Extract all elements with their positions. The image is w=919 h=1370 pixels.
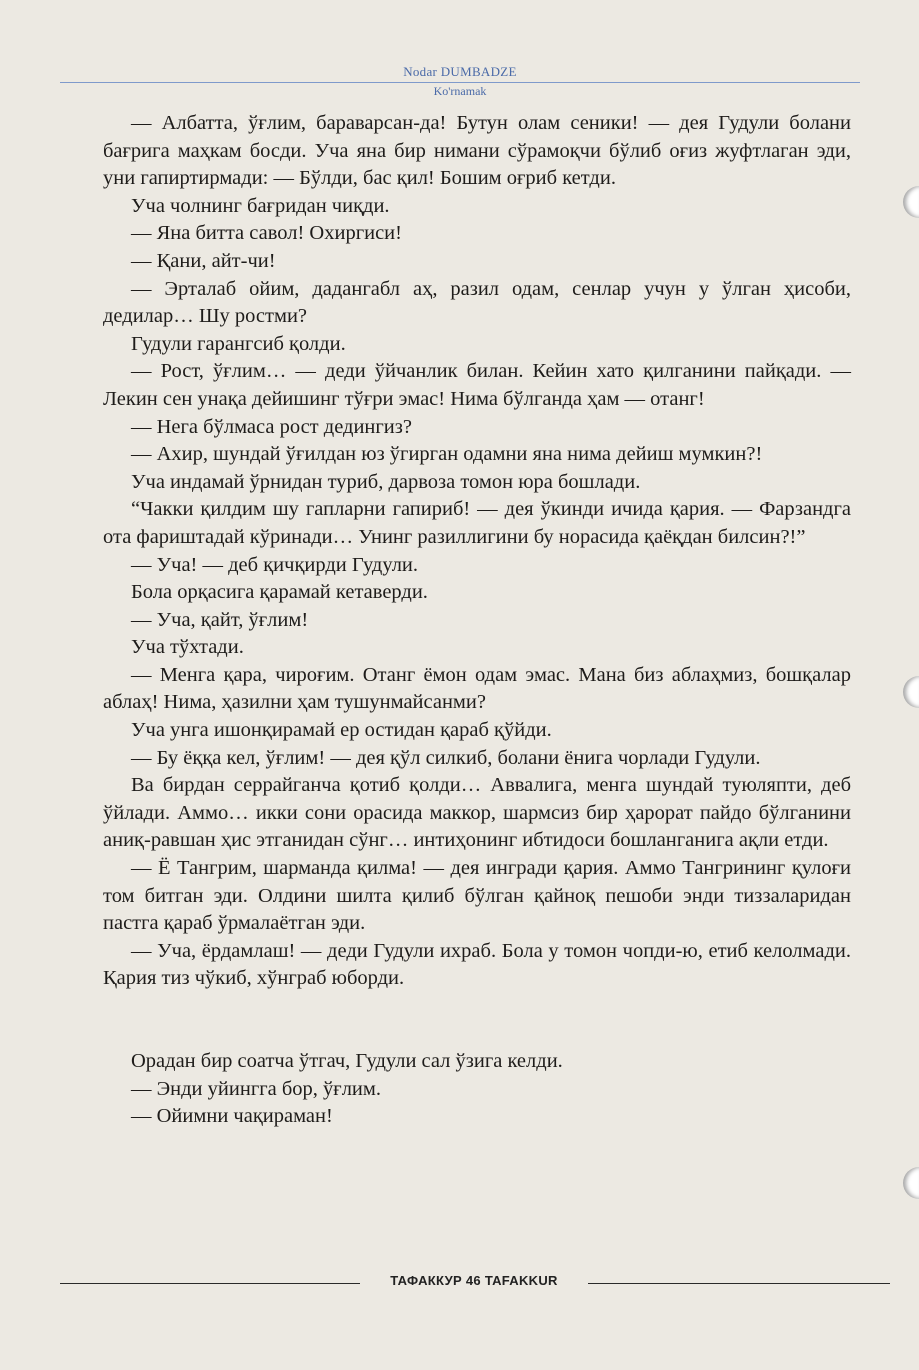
paragraph: Уча индамай ўрнидан туриб, дарвоза томон юра бошлади. bbox=[131, 470, 641, 493]
paragraph: — Энди уйингга бор, ўғлим. bbox=[131, 1077, 381, 1100]
binder-hole-bottom bbox=[903, 1167, 919, 1199]
header-rule bbox=[60, 82, 860, 83]
paragraph: — Менга қара, чироғим. Отанг ёмон одам эмас. Мана биз аблаҳмиз, бошқалар аблаҳ! Нима, ҳазилни ҳам тушунмайсанми? bbox=[103, 663, 851, 714]
binder-hole-top bbox=[903, 186, 919, 218]
paragraph: — Уча, қайт, ўғлим! bbox=[131, 608, 309, 631]
page-footer bbox=[60, 1270, 890, 1296]
paragraph: Уча тўхтади. bbox=[131, 636, 244, 659]
paragraph: Уча унга ишонқирамай ер остидан қараб қўйди. bbox=[131, 719, 552, 742]
paragraph: — Уча, ёрдамлаш! — деди Гудули ихраб. Бола у томон чопди-ю, етиб келолмади. Қария тиз чўкиб, хўнграб юборди. bbox=[103, 939, 851, 990]
article-body bbox=[103, 110, 851, 1131]
paragraph: — Ойимни чақираман! bbox=[131, 1105, 333, 1128]
paragraph: Уча чолнинг бағридан чиқди. bbox=[131, 194, 390, 217]
paragraph: — Рост, ўғлим… — деди ўйчанлик билан. Кейин хато қилганини пайқади. — Лекин сен унақа дейишинг тўғри эмас! Нима бўлганда ҳам — отанг! bbox=[103, 360, 851, 410]
paragraph: Бола орқасига қарамай кетаверди. bbox=[131, 581, 428, 604]
footer-label: ТАФАККУР 46 TAFAKKUR bbox=[390, 1273, 558, 1288]
paragraph: Ва бирдан серрайганча қотиб қолди… Аввалига, менга шундай туюляпти, деб ўйлади. Аммо… икки сони орасида маккор, шармсиз бир ҳарорат пайдо бўлганини аниқ-равшан ҳис этганидан сўнг… интиҳонинг ибтидоси бошланганига ақли етди. bbox=[103, 774, 851, 852]
paragraph: — Албатта, ўғлим, бараварсан-да! Бутун олам сеники! — дея Гудули болани бағрига маҳкам босди. Уча яна бир нимани сўрамоқчи бўлиб оғиз жуфтлаган эди, уни гапиртирмади: — Бўлди, бас қил! Бошим оғриб кетди. bbox=[103, 112, 851, 190]
binder-hole-middle bbox=[903, 676, 919, 708]
header-author: Nodar DUMBADZE bbox=[403, 64, 517, 79]
header-title: Ko'rnamak bbox=[433, 84, 487, 98]
paragraph: — Ё Тангрим, шарманда қилма! — дея ингради қария. Аммо Тангрининг қулоғи том битган эди. Олдини шилта қилиб бўлган қайноқ пешоби энди тиззаларидан пастга қараб ўрмалаётган эди. bbox=[103, 857, 851, 935]
paragraph: Орадан бир соатча ўтгач, Гудули сал ўзига келди. bbox=[131, 1050, 563, 1072]
paragraph: — Қани, айт-чи! bbox=[131, 249, 276, 272]
paragraph: — Уча! — деб қичқирди Гудули. bbox=[131, 553, 419, 576]
section-gap bbox=[103, 993, 851, 1048]
footer-rule-right bbox=[588, 1283, 890, 1284]
paragraph: — Яна битта савол! Охиргиси! bbox=[131, 222, 402, 245]
paragraph: — Нега бўлмаса рост дедингиз? bbox=[131, 415, 412, 438]
paragraph: — Ахир, шундай ўғилдан юз ўгирган одамни яна нима дейиш мумкин?! bbox=[131, 443, 763, 466]
paragraph: — Бу ёққа кел, ўғлим! — дея қўл силкиб, болани ёнига чорлади Гудули. bbox=[131, 746, 761, 769]
footer-rule-left bbox=[60, 1283, 360, 1284]
paragraph: — Эрталаб ойим, дадангабл аҳ, разил одам, сенлар учун у ўлган ҳисоби, дедилар… Шу ростми? bbox=[103, 277, 851, 328]
paragraph: “Чакки қилдим шу гапларни гапириб! — дея ўкинди ичида қария. — Фарзандга ота фариштадай кўринади… Унинг разиллигини бу норасида қаёқдан билсин?!” bbox=[103, 498, 851, 548]
running-header bbox=[60, 64, 860, 98]
paragraph: Гудули гарангсиб қолди. bbox=[131, 332, 346, 355]
